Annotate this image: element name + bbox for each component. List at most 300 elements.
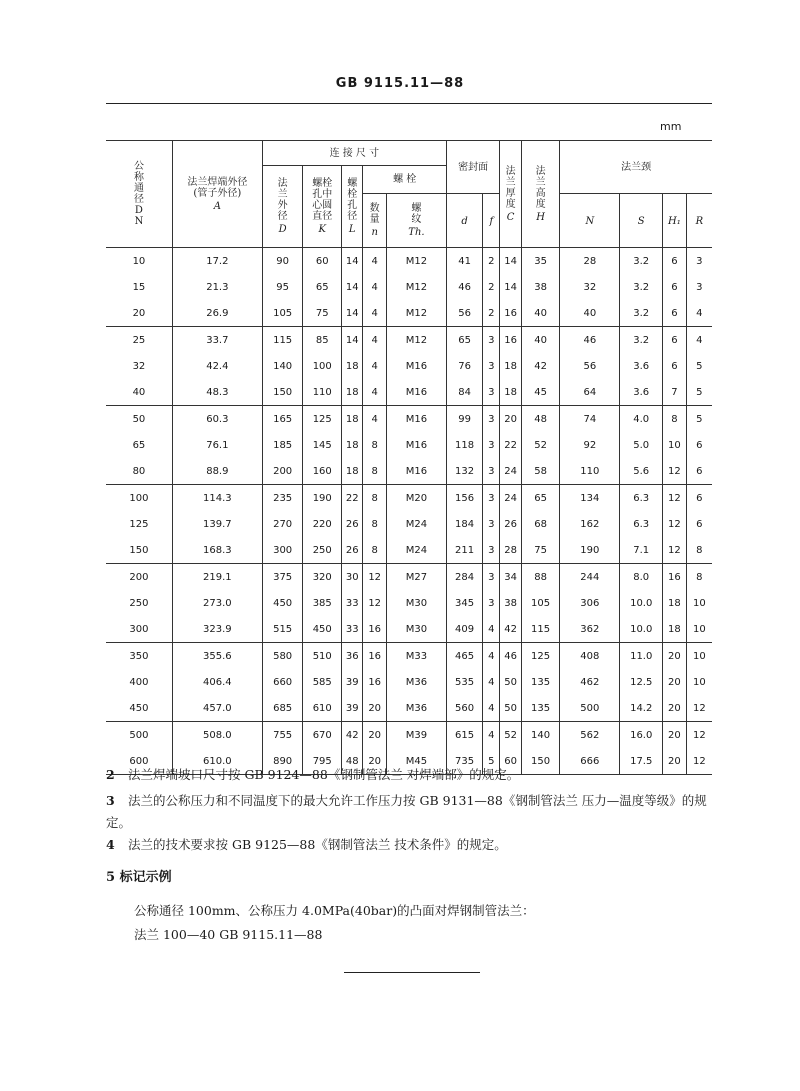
table-cell: 50 <box>106 406 172 433</box>
table-cell: 58 <box>521 458 560 485</box>
table-cell: 88.9 <box>172 458 262 485</box>
table-cell: 500 <box>560 695 620 722</box>
table-cell: 12 <box>663 511 687 537</box>
table-cell: 139.7 <box>172 511 262 537</box>
table-cell: 4 <box>363 248 387 275</box>
table-cell: 33 <box>342 616 363 643</box>
table-cell: 323.9 <box>172 616 262 643</box>
table-cell: 100 <box>303 353 342 379</box>
table-cell: 46 <box>560 327 620 354</box>
table-cell: 18 <box>500 353 521 379</box>
table-cell: 20 <box>363 748 387 775</box>
table-cell: 168.3 <box>172 537 262 564</box>
table-cell: 6 <box>663 300 687 327</box>
table-cell: 10 <box>686 669 712 695</box>
table-cell: 65 <box>106 432 172 458</box>
table-row <box>106 353 712 379</box>
table-cell: 409 <box>446 616 482 643</box>
table-cell: 350 <box>106 643 172 670</box>
table-cell: 4.0 <box>620 406 663 433</box>
table-cell: 3 <box>483 564 500 591</box>
table-cell: 40 <box>521 327 560 354</box>
table-cell: 10.0 <box>620 590 663 616</box>
table-cell: 125 <box>521 643 560 670</box>
table-cell: 4 <box>483 616 500 643</box>
table-cell: 5 <box>483 748 500 775</box>
table-cell: 6.3 <box>620 511 663 537</box>
table-cell: 4 <box>363 300 387 327</box>
table-cell: 60 <box>303 248 342 275</box>
table-cell: 52 <box>521 432 560 458</box>
header-bolt-thread: 螺纹 Th. <box>386 194 446 248</box>
table-cell: 40 <box>560 300 620 327</box>
table-cell: 4 <box>363 274 387 300</box>
table-cell: 6 <box>663 353 687 379</box>
table-cell: 48 <box>521 406 560 433</box>
note-4: 4 法兰的技术要求按 GB 9125—88《钢制管法兰 技术条件》的规定。 <box>106 837 507 852</box>
table-cell: 4 <box>483 669 500 695</box>
table-cell: 41 <box>446 248 482 275</box>
table-cell: 8 <box>363 485 387 512</box>
table-cell: 20 <box>663 695 687 722</box>
table-cell: 300 <box>262 537 303 564</box>
table-cell: 190 <box>303 485 342 512</box>
table-cell: 17.2 <box>172 248 262 275</box>
table-cell: 76.1 <box>172 432 262 458</box>
table-cell: 150 <box>262 379 303 406</box>
table-cell: 580 <box>262 643 303 670</box>
table-cell: 84 <box>446 379 482 406</box>
table-cell: 156 <box>446 485 482 512</box>
table-cell: 250 <box>303 537 342 564</box>
table-cell: 610 <box>303 695 342 722</box>
table-cell: M27 <box>386 564 446 591</box>
table-cell: 5.0 <box>620 432 663 458</box>
table-cell: 3 <box>483 590 500 616</box>
table-cell: 320 <box>303 564 342 591</box>
table-cell: 8 <box>363 537 387 564</box>
table-cell: 10 <box>686 643 712 670</box>
header-neck-h1: H₁ <box>663 194 687 248</box>
table-cell: 92 <box>560 432 620 458</box>
table-cell: 16.0 <box>620 722 663 749</box>
table-cell: 42.4 <box>172 353 262 379</box>
table-cell: 6 <box>663 248 687 275</box>
table-cell: 670 <box>303 722 342 749</box>
table-cell: 42 <box>521 353 560 379</box>
table-cell: 14.2 <box>620 695 663 722</box>
table-cell: 85 <box>303 327 342 354</box>
table-cell: 220 <box>303 511 342 537</box>
table-cell: 6.3 <box>620 485 663 512</box>
table-row <box>106 590 712 616</box>
table-cell: 20 <box>663 669 687 695</box>
table-cell: 65 <box>521 485 560 512</box>
table-cell: 6 <box>686 511 712 537</box>
table-cell: 22 <box>342 485 363 512</box>
table-cell: M16 <box>386 379 446 406</box>
header-connection-dimensions: 连 接 尺 寸 <box>262 141 446 166</box>
header-nominal-diameter: 公称通径DN <box>106 141 172 248</box>
marking-example-description: 公称通径 100mm、公称压力 4.0MPa(40bar)的凸面对焊钢制管法兰： <box>134 903 535 918</box>
table-cell: 16 <box>500 300 521 327</box>
table-body <box>106 248 712 775</box>
table-cell: 3 <box>483 379 500 406</box>
table-cell: 12 <box>663 485 687 512</box>
table-cell: 165 <box>262 406 303 433</box>
table-cell: 34 <box>500 564 521 591</box>
table-cell: 36 <box>342 643 363 670</box>
table-cell: 462 <box>560 669 620 695</box>
table-cell: 80 <box>106 458 172 485</box>
table-row <box>106 248 712 275</box>
table-cell: 39 <box>342 695 363 722</box>
table-cell: 135 <box>521 669 560 695</box>
table-cell: 450 <box>303 616 342 643</box>
table-row <box>106 722 712 749</box>
table-cell: 3 <box>483 485 500 512</box>
table-cell: 38 <box>500 590 521 616</box>
table-cell: 140 <box>521 722 560 749</box>
table-cell: 14 <box>342 327 363 354</box>
table-cell: 8 <box>663 406 687 433</box>
table-cell: 14 <box>500 274 521 300</box>
table-cell: 3 <box>483 511 500 537</box>
header-flange-height: 法兰高度 H <box>521 141 560 248</box>
table-cell: 26 <box>342 511 363 537</box>
table-cell: 610.0 <box>172 748 262 775</box>
table-cell: 14 <box>342 274 363 300</box>
table-cell: M36 <box>386 695 446 722</box>
header-neck-s: S <box>620 194 663 248</box>
table-cell: 52 <box>500 722 521 749</box>
table-row <box>106 300 712 327</box>
table-cell: 24 <box>500 458 521 485</box>
header-rule <box>106 103 712 104</box>
table-cell: 185 <box>262 432 303 458</box>
table-cell: 355.6 <box>172 643 262 670</box>
table-cell: 18 <box>342 379 363 406</box>
table-cell: 500 <box>106 722 172 749</box>
table-row <box>106 327 712 354</box>
table-cell: M12 <box>386 248 446 275</box>
table-cell: 14 <box>342 248 363 275</box>
table-cell: M12 <box>386 327 446 354</box>
table-cell: 585 <box>303 669 342 695</box>
table-cell: 300 <box>106 616 172 643</box>
table-cell: 560 <box>446 695 482 722</box>
header-flange-thickness: 法兰厚度 C <box>500 141 521 248</box>
table-cell: 12 <box>686 695 712 722</box>
table-cell: 12 <box>663 537 687 564</box>
table-cell: M30 <box>386 616 446 643</box>
table-cell: 10 <box>663 432 687 458</box>
table-cell: 134 <box>560 485 620 512</box>
table-row <box>106 485 712 512</box>
table-cell: 465 <box>446 643 482 670</box>
header-flange-outer-diameter: 法兰外径 D <box>262 166 303 248</box>
table-cell: 345 <box>446 590 482 616</box>
table-cell: 685 <box>262 695 303 722</box>
table-cell: 3.2 <box>620 327 663 354</box>
table-cell: 190 <box>560 537 620 564</box>
table-cell: 50 <box>500 695 521 722</box>
table-cell: 35 <box>521 248 560 275</box>
table-cell: 450 <box>262 590 303 616</box>
table-cell: 100 <box>106 485 172 512</box>
table-cell: 184 <box>446 511 482 537</box>
table-cell: 200 <box>262 458 303 485</box>
table-cell: 306 <box>560 590 620 616</box>
table-cell: M24 <box>386 511 446 537</box>
table-cell: 16 <box>663 564 687 591</box>
table-cell: 235 <box>262 485 303 512</box>
table-cell: M16 <box>386 406 446 433</box>
table-cell: 250 <box>106 590 172 616</box>
table-cell: 16 <box>363 669 387 695</box>
table-cell: 5 <box>686 406 712 433</box>
header-bolt-count: 数量 n <box>363 194 387 248</box>
table-cell: 735 <box>446 748 482 775</box>
table-cell: M24 <box>386 537 446 564</box>
table-cell: 795 <box>303 748 342 775</box>
table-cell: 33 <box>342 590 363 616</box>
table-cell: 21.3 <box>172 274 262 300</box>
table-row <box>106 616 712 643</box>
table-cell: 211 <box>446 537 482 564</box>
table-cell: 12 <box>663 458 687 485</box>
table-cell: 11.0 <box>620 643 663 670</box>
table-cell: 18 <box>342 432 363 458</box>
table-cell: 200 <box>106 564 172 591</box>
table-cell: 30 <box>342 564 363 591</box>
table-cell: 20 <box>500 406 521 433</box>
table-cell: 48 <box>342 748 363 775</box>
table-cell: 12 <box>363 590 387 616</box>
table-cell: 3.2 <box>620 274 663 300</box>
table-cell: 5 <box>686 379 712 406</box>
table-cell: 18 <box>342 353 363 379</box>
table-cell: 42 <box>342 722 363 749</box>
table-cell: 7.1 <box>620 537 663 564</box>
table-cell: 4 <box>363 379 387 406</box>
table-cell: 12 <box>686 722 712 749</box>
table-cell: 12 <box>686 748 712 775</box>
table-cell: 20 <box>663 748 687 775</box>
table-cell: 4 <box>363 406 387 433</box>
table-cell: 26 <box>342 537 363 564</box>
table-cell: 48.3 <box>172 379 262 406</box>
table-cell: 38 <box>521 274 560 300</box>
table-cell: 99 <box>446 406 482 433</box>
table-cell: 145 <box>303 432 342 458</box>
table-cell: 68 <box>521 511 560 537</box>
note-3: 3 法兰的公称压力和不同温度下的最大允许工作压力按 GB 9131—88《钢制管法兰 压力—温度等级》的规定。 <box>106 793 707 830</box>
table-cell: 3 <box>483 327 500 354</box>
table-cell: 6 <box>686 485 712 512</box>
table-cell: 4 <box>483 722 500 749</box>
table-cell: 4 <box>363 353 387 379</box>
table-cell: 4 <box>363 327 387 354</box>
table-cell: 666 <box>560 748 620 775</box>
header-bolt: 螺 栓 <box>363 166 447 194</box>
table-cell: 132 <box>446 458 482 485</box>
table-cell: 110 <box>303 379 342 406</box>
table-cell: 32 <box>560 274 620 300</box>
table-cell: 10.0 <box>620 616 663 643</box>
table-cell: 3 <box>483 406 500 433</box>
flange-dimension-table <box>106 140 712 775</box>
table-cell: 2 <box>483 274 500 300</box>
table-row <box>106 564 712 591</box>
table-cell: 450 <box>106 695 172 722</box>
standard-number-header: GB 9115.11—88 <box>335 76 465 91</box>
header-weld-end-diameter: 法兰焊端外径(管子外径) A <box>172 141 262 248</box>
table-cell: 3 <box>483 432 500 458</box>
table-cell: M16 <box>386 353 446 379</box>
table-cell: 8.0 <box>620 564 663 591</box>
table-cell: 28 <box>560 248 620 275</box>
table-cell: 90 <box>262 248 303 275</box>
table-cell: 20 <box>663 643 687 670</box>
table-cell: 60 <box>500 748 521 775</box>
table-cell: 515 <box>262 616 303 643</box>
table-cell: 457.0 <box>172 695 262 722</box>
table-cell: 125 <box>106 511 172 537</box>
table-row <box>106 643 712 670</box>
unit-label: mm <box>660 120 682 133</box>
table-cell: 270 <box>262 511 303 537</box>
header-bolt-circle-diameter: 螺栓孔中心圆直径 K <box>303 166 342 248</box>
marking-example-designation: 法兰 100—40 GB 9115.11—88 <box>134 927 323 942</box>
header-neck-n: N <box>560 194 620 248</box>
table-cell: M39 <box>386 722 446 749</box>
table-cell: 4 <box>483 695 500 722</box>
table-cell: 3.6 <box>620 353 663 379</box>
header-flange-neck: 法兰颈 <box>560 141 712 194</box>
table-cell: 362 <box>560 616 620 643</box>
table-cell: 6 <box>686 432 712 458</box>
table-cell: 105 <box>521 590 560 616</box>
table-cell: 20 <box>106 300 172 327</box>
table-cell: 20 <box>363 722 387 749</box>
table-cell: 5.6 <box>620 458 663 485</box>
table-cell: 14 <box>500 248 521 275</box>
header-seal-f: f <box>483 194 500 248</box>
table-cell: 385 <box>303 590 342 616</box>
table-cell: 18 <box>342 406 363 433</box>
table-cell: 8 <box>363 432 387 458</box>
table-cell: 88 <box>521 564 560 591</box>
table-cell: 42 <box>500 616 521 643</box>
table-cell: 4 <box>686 300 712 327</box>
table-cell: 75 <box>521 537 560 564</box>
table-cell: 400 <box>106 669 172 695</box>
table-cell: 535 <box>446 669 482 695</box>
table-cell: 135 <box>521 695 560 722</box>
table-cell: 508.0 <box>172 722 262 749</box>
table-row <box>106 379 712 406</box>
table-cell: 33.7 <box>172 327 262 354</box>
table-cell: 20 <box>363 695 387 722</box>
table-cell: 140 <box>262 353 303 379</box>
table-cell: 16 <box>363 643 387 670</box>
table-cell: 18 <box>500 379 521 406</box>
table-cell: 2 <box>483 248 500 275</box>
table-cell: 219.1 <box>172 564 262 591</box>
table-cell: 50 <box>500 669 521 695</box>
table-cell: 17.5 <box>620 748 663 775</box>
table-cell: 660 <box>262 669 303 695</box>
table-cell: 28 <box>500 537 521 564</box>
table-cell: 273.0 <box>172 590 262 616</box>
end-rule <box>344 972 480 973</box>
table-cell: 4 <box>483 643 500 670</box>
table-cell: 160 <box>303 458 342 485</box>
table-cell: 406.4 <box>172 669 262 695</box>
table-cell: 64 <box>560 379 620 406</box>
table-cell: 40 <box>106 379 172 406</box>
table-cell: 3.2 <box>620 300 663 327</box>
table-cell: M30 <box>386 590 446 616</box>
table-cell: 3 <box>686 274 712 300</box>
table-cell: M16 <box>386 458 446 485</box>
table-cell: 16 <box>363 616 387 643</box>
table-cell: 115 <box>262 327 303 354</box>
table-cell: 125 <box>303 406 342 433</box>
header-seal-d: d <box>446 194 482 248</box>
table-cell: 4 <box>686 327 712 354</box>
table-cell: 16 <box>500 327 521 354</box>
table-cell: 20 <box>663 722 687 749</box>
table-cell: 3.2 <box>620 248 663 275</box>
table-cell: 2 <box>483 300 500 327</box>
table-cell: 510 <box>303 643 342 670</box>
table-cell: 75 <box>303 300 342 327</box>
table-row <box>106 669 712 695</box>
table-cell: 10 <box>686 616 712 643</box>
table-cell: 118 <box>446 432 482 458</box>
table-cell: 24 <box>500 485 521 512</box>
table-cell: 32 <box>106 353 172 379</box>
table-cell: 150 <box>521 748 560 775</box>
table-cell: 45 <box>521 379 560 406</box>
table-cell: 25 <box>106 327 172 354</box>
table-cell: 56 <box>446 300 482 327</box>
table-cell: 22 <box>500 432 521 458</box>
table-cell: 8 <box>686 537 712 564</box>
table-cell: 12.5 <box>620 669 663 695</box>
table-cell: 46 <box>446 274 482 300</box>
table-cell: M45 <box>386 748 446 775</box>
table-cell: 65 <box>446 327 482 354</box>
table-cell: 115 <box>521 616 560 643</box>
table-cell: 10 <box>106 248 172 275</box>
table-cell: 110 <box>560 458 620 485</box>
table-cell: 65 <box>303 274 342 300</box>
table-cell: 375 <box>262 564 303 591</box>
table-cell: 26.9 <box>172 300 262 327</box>
table-cell: M36 <box>386 669 446 695</box>
table-cell: 40 <box>521 300 560 327</box>
table-cell: 46 <box>500 643 521 670</box>
table-cell: 105 <box>262 300 303 327</box>
table-cell: 284 <box>446 564 482 591</box>
table-cell: 18 <box>663 590 687 616</box>
table-cell: 15 <box>106 274 172 300</box>
table-cell: 6 <box>686 458 712 485</box>
table-cell: 6 <box>663 327 687 354</box>
